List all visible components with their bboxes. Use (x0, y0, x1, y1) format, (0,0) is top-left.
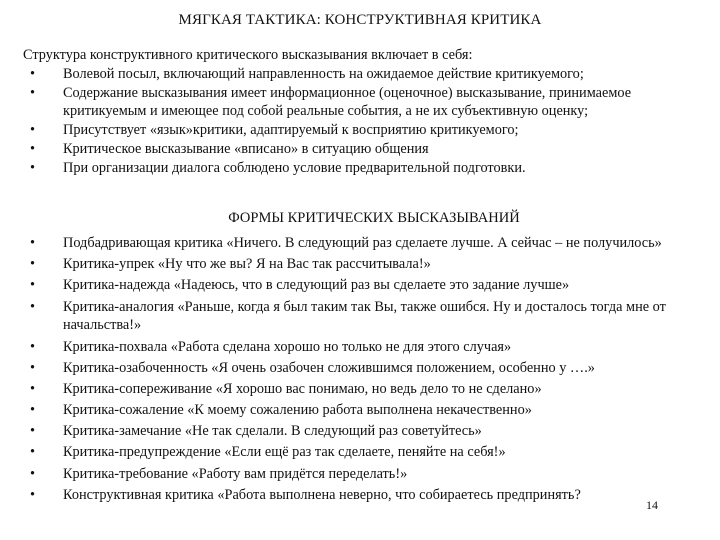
structure-intro: Структура конструктивного критического высказывания включает в себя: (23, 47, 473, 63)
form-item: • Критика-предупреждение «Если ещё раз так сделаете, пеняйте на себя!» (23, 443, 703, 462)
form-item: • Критика-замечание «Не так сделали. В следующий раз советуйтесь» (23, 422, 703, 441)
structure-item: • При организации диалога соблюдено условие предварительной подготовки. (23, 159, 703, 178)
form-item: • Критика-аналогия «Раньше, когда я был таким так Вы, также ошибся. Ну и досталось тогда мне от начальства!» (23, 298, 703, 336)
forms-section (23, 234, 703, 507)
form-item: • Критика-озабоченность «Я очень озабочен сложившимся положением, особенно у ….» (23, 359, 703, 378)
form-item: • Критика-надежда «Надеюсь, что в следующий раз вы сделаете это задание лучше» (23, 276, 703, 295)
form-item: • Подбадривающая критика «Ничего. В следующий раз сделаете лучше. А сейчас – не получилось» (23, 234, 703, 253)
structure-list (23, 65, 703, 178)
form-item: • Критика-упрек «Ну что же вы? Я на Вас так рассчитывала!» (23, 255, 703, 274)
structure-item: • Волевой посыл, включающий направленность на ожидаемое действие критикуемого; (23, 65, 703, 84)
forms-list (23, 234, 703, 505)
structure-section (23, 46, 703, 178)
form-item: • Критика-сопереживание «Я хорошо вас понимаю, но ведь дело то не сделано» (23, 380, 703, 399)
slide-title: МЯГКАЯ ТАКТИКА: КОНСТРУКТИВНАЯ КРИТИКА (178, 12, 542, 28)
structure-item: • Содержание высказывания имеет информационное (оценочное) высказывание, принимаемое критикуемым и имеющее под собой реальные события, а не их субъективную оценку; (23, 84, 703, 122)
forms-heading: ФОРМЫ КРИТИЧЕСКИХ ВЫСКАЗЫВАНИЙ (228, 210, 520, 226)
page-number: 14 (646, 498, 658, 512)
form-item: • Критика-сожаление «К моему сожалению работа выполнена некачественно» (23, 401, 703, 420)
structure-item: • Критическое высказывание «вписано» в ситуацию общения (23, 140, 703, 159)
form-item: • Конструктивная критика «Работа выполнена неверно, что собираетесь предпринять? (23, 486, 703, 505)
form-item: • Критика-похвала «Работа сделана хорошо но только не для этого случая» (23, 338, 703, 357)
form-item: • Критика-требование «Работу вам придётся переделать!» (23, 465, 703, 484)
structure-item: • Присутствует «язык»критики, адаптируемый к восприятию критикуемого; (23, 121, 703, 140)
